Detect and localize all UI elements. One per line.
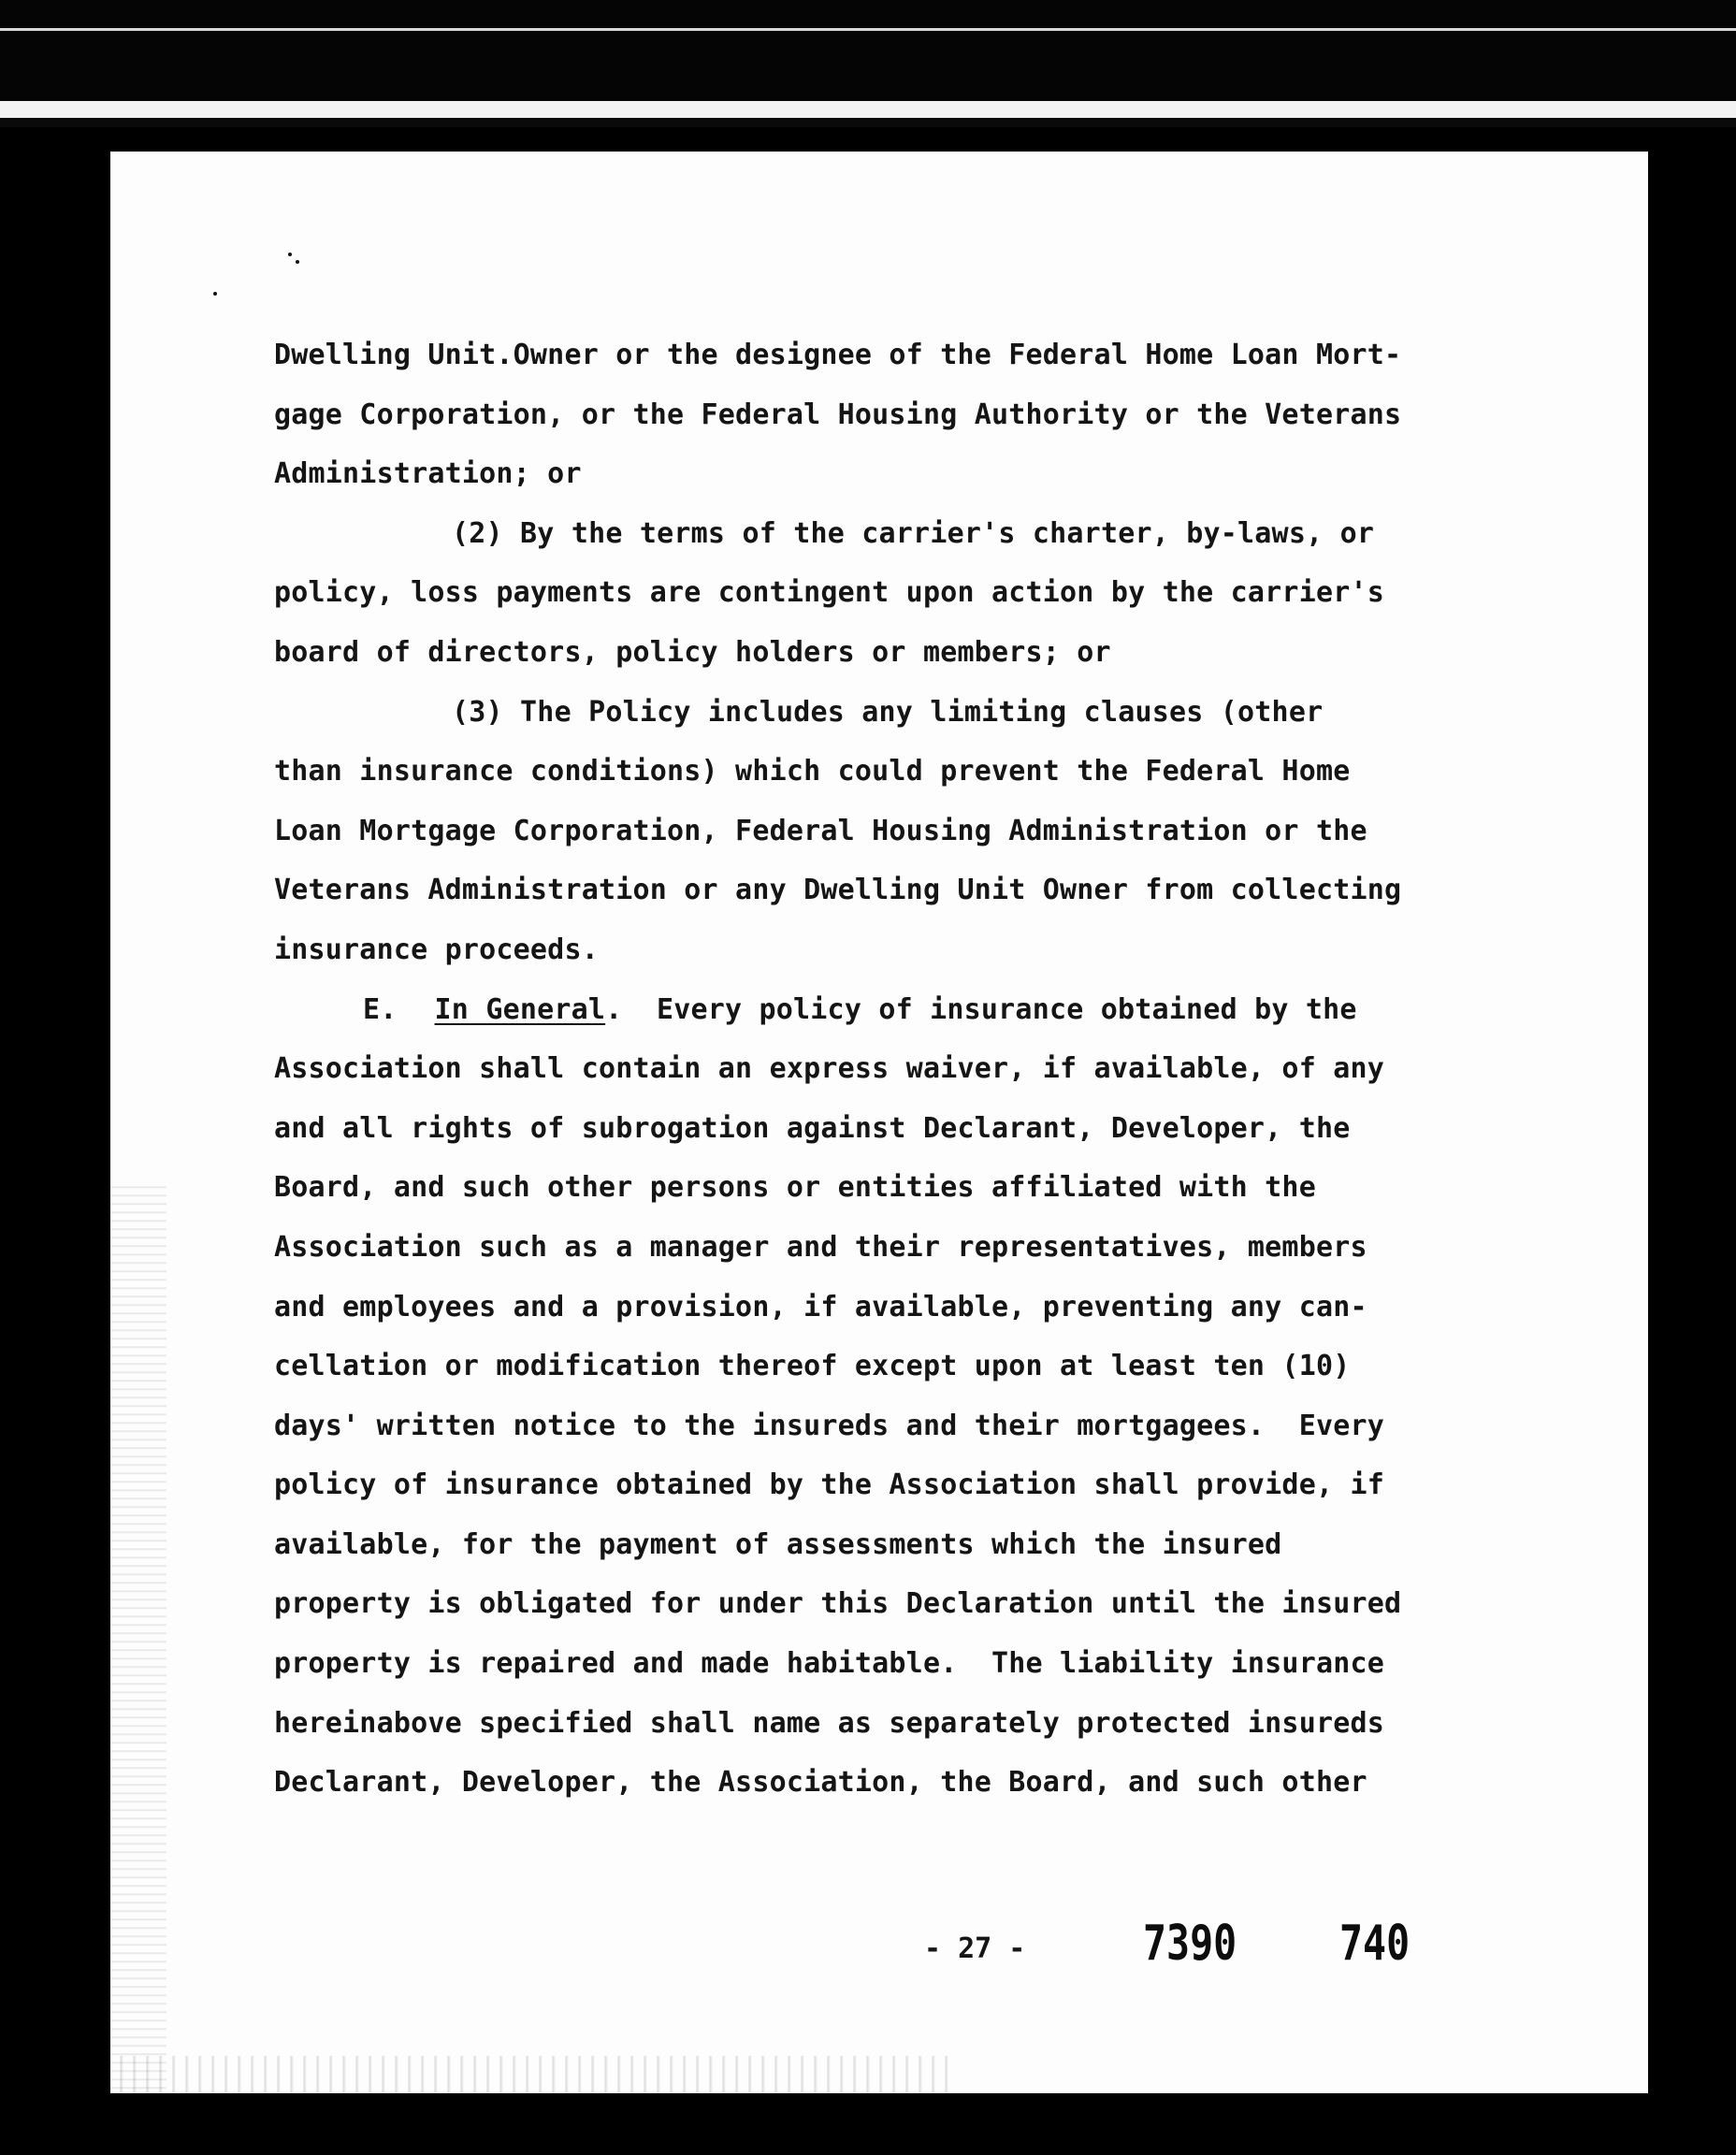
body-line: Association shall contain an express waiver, if available, of any [274, 1052, 1384, 1086]
body-line: Administration; or [274, 457, 582, 491]
section-first-line-text: Every policy of insurance obtained by the [622, 992, 1357, 1026]
scan-noise-left [110, 1180, 166, 2093]
section-heading-suffix: . [605, 992, 623, 1026]
body-line: Veterans Administration or any Dwelling Unit Owner from collecting [274, 874, 1402, 907]
body-line: cellation or modification thereof except upon at least ten (10) [274, 1350, 1351, 1383]
body-line: and all rights of subrogation against Declarant, Developer, the [274, 1111, 1351, 1145]
body-line: policy of insurance obtained by the Association shall provide, if [274, 1468, 1384, 1502]
section-heading: In General [434, 992, 606, 1026]
body-line: hereinabove specified shall name as separately protected insureds [274, 1706, 1384, 1740]
body-line: available, for the payment of assessments which the insured [274, 1527, 1282, 1561]
document-body [274, 325, 1565, 1813]
body-line: Dwelling Unit.Owner or the designee of the Federal Home Loan Mort- [274, 339, 1402, 371]
body-line: Loan Mortgage Corporation, Federal Housing Administration or the [274, 814, 1367, 847]
body-line: (2) By the terms of the carrier's charter, by-laws, or [452, 516, 1375, 550]
body-line: gage Corporation, or the Federal Housing Authority or the Veterans [274, 398, 1402, 431]
body-line: days' written notice to the insureds and their mortgagees. Every [274, 1409, 1384, 1442]
body-line: Board, and such other persons or entities affiliated with the [274, 1171, 1316, 1205]
recording-stamp-page: 740 [1339, 1916, 1410, 1972]
scan-artifact-bar [0, 101, 1736, 118]
top-dark-band [0, 0, 1736, 105]
body-line: Declarant, Developer, the Association, the Board, and such other [274, 1766, 1367, 1800]
scan-speck [213, 292, 217, 296]
scan-artifact-line [0, 28, 1736, 31]
body-line: board of directors, policy holders or members; or [274, 635, 1111, 669]
scan-speck [288, 253, 292, 256]
page-number: - 27 - [924, 1932, 1026, 1965]
recording-stamp-book: 7390 [1143, 1916, 1237, 1972]
body-line: than insurance conditions) which could prevent the Federal Home [274, 755, 1351, 788]
body-line: (3) The Policy includes any limiting clauses (other [452, 695, 1324, 729]
body-line: policy, loss payments are contingent upon action by the carrier's [274, 576, 1384, 610]
body-line: property is obligated for under this Declaration until the insured [274, 1587, 1402, 1621]
scan-artifact-dark-bar [0, 120, 1736, 127]
section-letter: E. [363, 992, 398, 1026]
body-line: and employees and a provision, if available, preventing any can- [274, 1290, 1367, 1323]
section-e-first-line [274, 980, 1565, 1040]
body-line: insurance proceeds. [274, 933, 599, 966]
scan-speck [296, 260, 299, 264]
body-line: Association such as a manager and their representatives, members [274, 1230, 1367, 1264]
document-page [110, 152, 1648, 2093]
body-line: property is repaired and made habitable. The liability insurance [274, 1647, 1384, 1681]
scan-noise-bottom [110, 2056, 952, 2093]
